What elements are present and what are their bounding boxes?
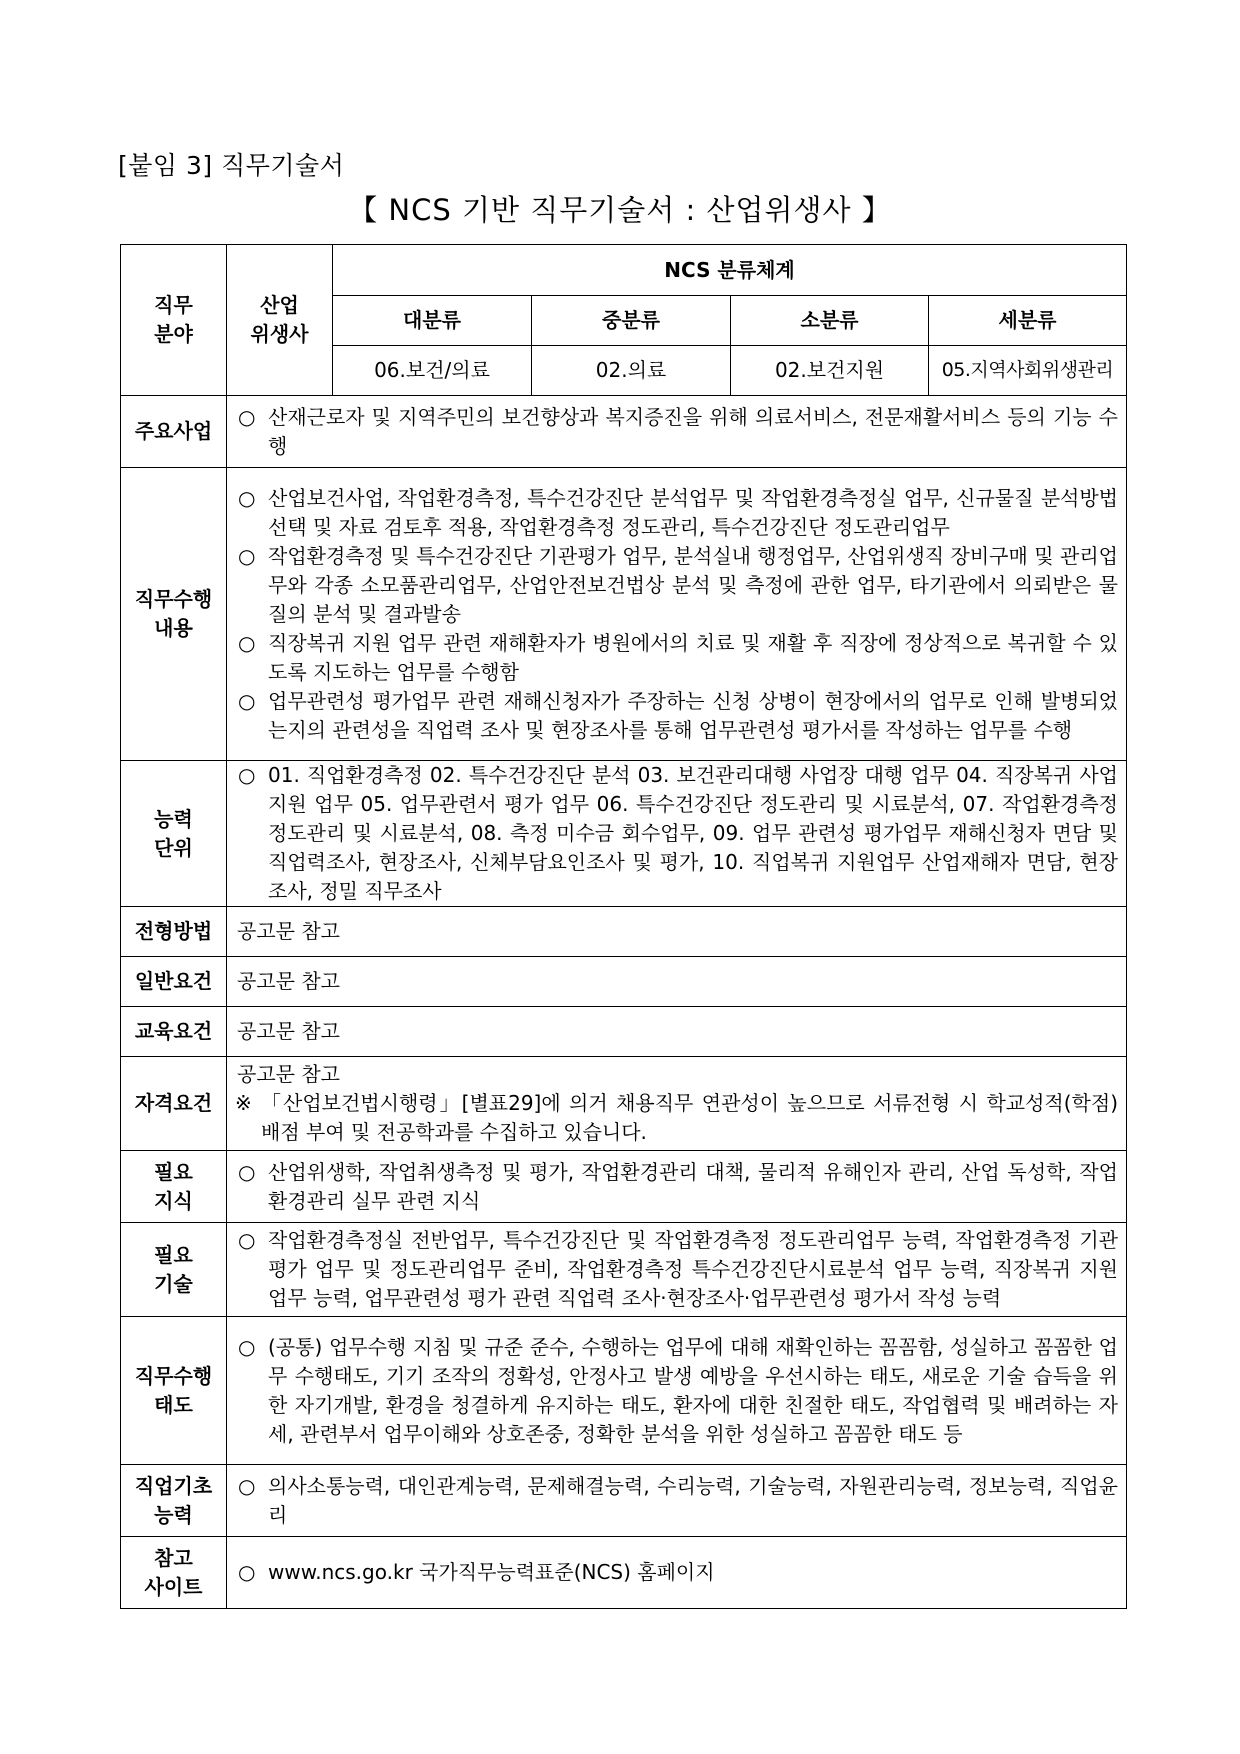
list-item: ○ 직장복귀 지원 업무 관련 재해환자가 병원에서의 치료 및 재활 후 직장에 정상적으로 복귀할 수 있도록 지도하는 업무를 수행함 xyxy=(238,630,1118,684)
general-requirement-value: 공고문 참고 xyxy=(227,957,1127,1007)
ncs-classification-header: NCS 분류체계 xyxy=(333,245,1127,296)
attitude-label: 직무수행 태도 xyxy=(121,1317,227,1465)
field-label: 직무 분야 xyxy=(121,245,227,396)
minor-category-header: 소분류 xyxy=(731,296,929,346)
competency-label: 능력 단위 xyxy=(121,761,227,907)
reference-label: 참고 사이트 xyxy=(121,1537,227,1609)
reference-row xyxy=(121,1537,1127,1609)
detail-category-value: 05.지역사회위생관리 xyxy=(929,346,1127,396)
duties-content xyxy=(227,468,1127,761)
middle-category-header: 중분류 xyxy=(532,296,731,346)
competency-content xyxy=(227,761,1127,907)
qualification-row xyxy=(121,1057,1127,1151)
list-item: ○ 산재근로자 및 지역주민의 보건향상과 복지증진을 위해 의료서비스, 전문재활서비스 등의 기능 수행 xyxy=(238,404,1118,458)
reference-link[interactable]: ○ www.ncs.go.kr 국가직무능력표준(NCS) 홈페이지 xyxy=(238,1560,715,1584)
skills-label: 필요 기술 xyxy=(121,1223,227,1317)
education-requirement-value: 공고문 참고 xyxy=(227,1007,1127,1057)
qualification-note: ※ 「산업보건법시행령」[별표29]에 의거 채용직무 연관성이 높으므로 서류전형 시 학교성적(학점) 배점 부여 및 전공학과를 수집하고 있습니다. xyxy=(235,1091,1118,1144)
major-category-value: 06.보건/의료 xyxy=(333,346,532,396)
field-header-row xyxy=(121,245,1127,296)
minor-category-value: 02.보건지원 xyxy=(731,346,929,396)
detail-category-header: 세분류 xyxy=(929,296,1127,346)
reference-content xyxy=(227,1537,1127,1609)
qualification-content: 공고문 참고 ※ 「산업보건법시행령」[별표29]에 의거 채용직무 연관성이 높으므로 서류전형 시 학교성적(학점) 배점 부여 및 전공학과를 수집하고 있습니다. xyxy=(227,1057,1127,1151)
attitude-row xyxy=(121,1317,1127,1465)
knowledge-label: 필요 지식 xyxy=(121,1151,227,1223)
general-requirement-label: 일반요건 xyxy=(121,957,227,1007)
competency-row xyxy=(121,761,1127,907)
major-category-header: 대분류 xyxy=(333,296,532,346)
education-requirement-label: 교육요건 xyxy=(121,1007,227,1057)
main-business-label: 주요사업 xyxy=(121,396,227,468)
list-item: ○ 작업환경측정 및 특수건강진단 기관평가 업무, 분석실내 행정업무, 산업위생직 장비구매 및 관리업무와 각종 소모품관리업무, 산업안전보건법상 분석 및 측정에 관한 업무, 타기관에서 의뢰받은 물질의 분석 및 결과발송 xyxy=(238,543,1118,626)
basic-ability-content xyxy=(227,1465,1127,1537)
job-description-table xyxy=(120,244,1127,1609)
list-item: ○ 업무관련성 평가업무 관련 재해신청자가 주장하는 신청 상병이 현장에서의 업무로 인해 발병되었는지의 관련성을 직업력 조사 및 현장조사를 통해 업무관련성 평가서를 작성하는 업무를 수행 xyxy=(238,688,1118,742)
general-requirement-row xyxy=(121,957,1127,1007)
skills-content xyxy=(227,1223,1127,1317)
main-business-row xyxy=(121,396,1127,468)
list-item: ○ 01. 직업환경측정 02. 특수건강진단 분석 03. 보건관리대행 사업장 대행 업무 04. 직장복귀 사업 지원 업무 05. 업무관련서 평가 업무 06. 특수건강진단 정도관리 및 시료분석, 07. 작업환경측정 정도관리 및 시료분석, 08. 측정 미수금 회수업무, 09. 업무 관련성 평가업무 재해신청자 면담 및 직업력조사, 현장조사, 신체부담요인조사 및 평가, 10. 직업복귀 지원업무 산업재해자 면담, 현장조사, 정밀 직무조사 xyxy=(238,763,1118,903)
attachment-label: [붙임 3] 직무기술서 xyxy=(118,151,345,180)
list-item: ○ 의사소통능력, 대인관계능력, 문제해결능력, 수리능력, 기술능력, 자원관리능력, 정보능력, 직업윤리 xyxy=(238,1473,1118,1527)
list-item: ○ 산업보건사업, 작업환경측정, 특수건강진단 분석업무 및 작업환경측정실 업무, 신규물질 분석방법 선택 및 자료 검토후 적용, 작업환경측정 정도관리, 특수건강진단 정도관리업무 xyxy=(238,485,1118,539)
selection-row xyxy=(121,907,1127,957)
basic-ability-label: 직업기초 능력 xyxy=(121,1465,227,1537)
main-business-content xyxy=(227,396,1127,468)
list-item: ○ (공통) 업무수행 지침 및 규준 준수, 수행하는 업무에 대해 재확인하는 꼼꼼함, 성실하고 꼼꼼한 업무 수행태도, 기기 조작의 정확성, 안정사고 발생 예방을 우선시하는 태도, 새로운 기술 습득을 위한 자기개발, 환경을 청결하게 유지하는 태도, 환자에 대한 친절한 태도, 작업협력 및 배려하는 자세, 관련부서 업무이해와 상호존중, 정확한 분석을 위한 성실하고 꼼꼼한 태도 등 xyxy=(238,1334,1118,1446)
knowledge-row xyxy=(121,1151,1127,1223)
duties-row xyxy=(121,468,1127,761)
education-requirement-row xyxy=(121,1007,1127,1057)
list-item: ○ 작업환경측정실 전반업무, 특수건강진단 및 작업환경측정 정도관리업무 능력, 작업환경측정 기관평가 업무 및 정도관리업무 준비, 작업환경측정 특수건강진단시료분석 업무 능력, 직장복귀 지원 업무 능력, 업무관련성 평가 관련 직업력 조사·현장조사·업무관련성 평가서 작성 능력 xyxy=(238,1228,1118,1310)
list-item: ○ 산업위생학, 작업취생측정 및 평가, 작업환경관리 대책, 물리적 유해인자 관리, 산업 독성학, 작업환경관리 실무 관련 지식 xyxy=(238,1159,1118,1213)
knowledge-content xyxy=(227,1151,1127,1223)
qualification-label: 자격요건 xyxy=(121,1057,227,1151)
document-title: 【 NCS 기반 직무기술서 : 산업위생사 】 xyxy=(348,193,892,227)
selection-value: 공고문 참고 xyxy=(227,907,1127,957)
duties-label: 직무수행 내용 xyxy=(121,468,227,761)
attitude-content xyxy=(227,1317,1127,1465)
selection-label: 전형방법 xyxy=(121,907,227,957)
basic-ability-row xyxy=(121,1465,1127,1537)
middle-category-value: 02.의료 xyxy=(532,346,731,396)
job-name: 산업 위생사 xyxy=(227,245,333,396)
skills-row xyxy=(121,1223,1127,1317)
